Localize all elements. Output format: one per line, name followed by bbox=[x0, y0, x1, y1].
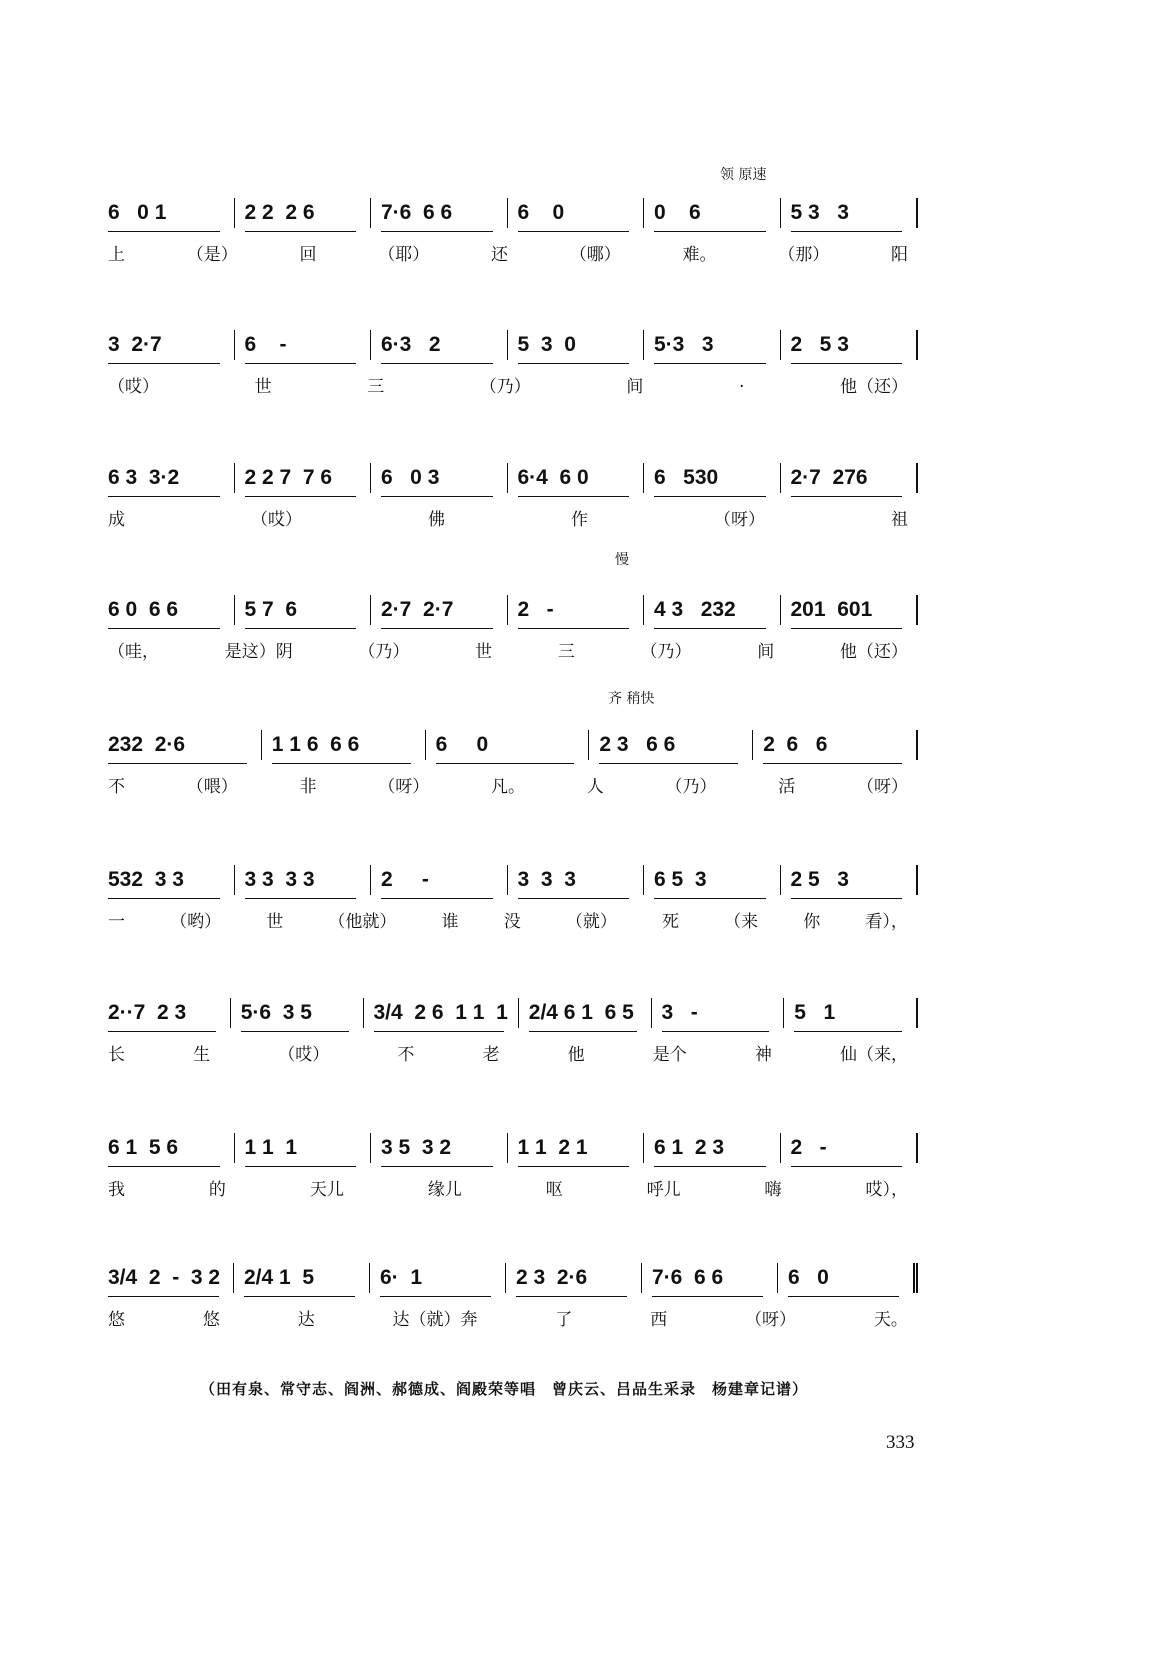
lyric-word: 达（就）奔 bbox=[392, 1310, 478, 1330]
measure-notes: 3/4 2 6 1 1 1 bbox=[373, 1001, 508, 1024]
measure bbox=[234, 1133, 371, 1163]
score-system bbox=[108, 463, 918, 530]
page-number: 333 bbox=[886, 1432, 915, 1453]
measure-notes: 3 5 3 2 bbox=[381, 1136, 452, 1159]
lyric-word: 上 bbox=[108, 245, 125, 265]
measure bbox=[233, 1263, 369, 1293]
measure-notes: 5 3 0 bbox=[517, 333, 576, 356]
measure bbox=[108, 1133, 234, 1163]
measure-notes: 201 601 bbox=[790, 598, 873, 621]
measure bbox=[588, 730, 752, 760]
measure bbox=[370, 330, 507, 360]
lyric-word: 呼儿 bbox=[646, 1180, 681, 1200]
measure bbox=[507, 330, 644, 360]
beam-underline bbox=[381, 1166, 493, 1167]
beam-underline bbox=[245, 898, 357, 899]
beam-underline bbox=[791, 496, 903, 497]
measure bbox=[425, 730, 589, 760]
measure bbox=[643, 198, 780, 228]
measure-notes: 2 5 3 bbox=[790, 868, 849, 891]
measure bbox=[370, 865, 507, 895]
measure-notes: 3 3 3 3 bbox=[244, 868, 315, 891]
beam-underline bbox=[241, 1031, 349, 1032]
measure bbox=[505, 1263, 641, 1293]
measure bbox=[369, 1263, 505, 1293]
tempo-marking: 领 原速 bbox=[720, 167, 767, 183]
score-system bbox=[108, 167, 918, 265]
lyrics-line bbox=[108, 637, 918, 662]
lyric-word: （哟） bbox=[170, 912, 222, 932]
measure bbox=[780, 595, 917, 625]
lyric-word: 天儿 bbox=[309, 1180, 344, 1200]
measure-notes: 6 530 bbox=[654, 466, 719, 489]
lyric-word: 世 bbox=[254, 377, 272, 397]
measure-notes: 6·4 6 0 bbox=[517, 466, 589, 489]
lyric-word: （乃） bbox=[479, 377, 531, 397]
lyric-word: 达 bbox=[297, 1310, 315, 1330]
measure bbox=[370, 595, 507, 625]
measure-notes: 6 0 6 6 bbox=[108, 598, 179, 621]
measure-notes: 3 - bbox=[661, 1001, 698, 1024]
lyric-word: 三 bbox=[557, 642, 575, 662]
notation-line bbox=[108, 198, 918, 228]
score-system bbox=[108, 552, 918, 662]
beam-underline bbox=[518, 898, 630, 899]
beam-underline bbox=[518, 496, 630, 497]
measure-notes: 1 1 2 1 bbox=[517, 1136, 588, 1159]
lyric-word: （就） bbox=[565, 912, 617, 932]
beam-underline bbox=[516, 1296, 627, 1297]
lyric-word: 是这）阴 bbox=[224, 642, 293, 662]
measure-notes: 2 5 3 bbox=[790, 333, 849, 356]
lyric-word: 老 bbox=[482, 1045, 500, 1065]
lyric-word: 缘儿 bbox=[427, 1180, 462, 1200]
measure-notes: 6·3 2 bbox=[381, 333, 441, 356]
measure bbox=[780, 330, 917, 360]
lyrics-line bbox=[108, 1305, 918, 1330]
lyric-word: 间 bbox=[626, 377, 644, 397]
lyric-word: 哎）， bbox=[865, 1180, 908, 1200]
measure bbox=[752, 730, 916, 760]
measure-notes: 6 1 5 6 bbox=[108, 1136, 179, 1159]
lyric-word: （呀） bbox=[745, 1310, 797, 1330]
lyric-word: （是） bbox=[186, 245, 238, 265]
measure bbox=[783, 998, 916, 1028]
beam-underline bbox=[654, 231, 766, 232]
measure bbox=[108, 730, 261, 760]
measure-notes: 6 5 3 bbox=[654, 868, 707, 891]
beam-underline bbox=[108, 496, 220, 497]
measure-notes: 6 1 2 3 bbox=[654, 1136, 725, 1159]
beam-underline bbox=[654, 1166, 766, 1167]
lyric-word: 非 bbox=[299, 777, 317, 797]
measure-notes: 7·6 6 6 bbox=[652, 1266, 724, 1289]
beam-underline bbox=[662, 1031, 770, 1032]
lyric-word: （哎） bbox=[108, 377, 159, 397]
measure-notes: 3 3 3 bbox=[517, 868, 576, 891]
measure-notes: 2 3 2·6 bbox=[516, 1266, 588, 1289]
measure-notes: 5·3 3 bbox=[654, 333, 714, 356]
measure bbox=[507, 865, 644, 895]
measure-notes: 2/4 6 1 6 5 bbox=[528, 1001, 634, 1024]
score-system bbox=[108, 1263, 918, 1330]
measure bbox=[780, 1133, 917, 1163]
beam-underline bbox=[272, 763, 411, 764]
measure-notes: 2 - bbox=[517, 598, 554, 621]
beam-underline bbox=[245, 231, 357, 232]
lyric-word: 一 bbox=[108, 912, 125, 932]
measure-notes: 6 0 bbox=[788, 1266, 829, 1289]
beam-underline bbox=[518, 363, 630, 364]
score-system bbox=[108, 865, 918, 932]
beam-underline bbox=[245, 1166, 357, 1167]
lyric-word: 你 bbox=[803, 912, 821, 932]
measure bbox=[643, 330, 780, 360]
beam-underline bbox=[108, 763, 247, 764]
notation-line bbox=[108, 730, 918, 760]
lyric-word: 难。 bbox=[682, 245, 717, 265]
measure-notes: 532 3 3 bbox=[108, 868, 184, 891]
lyric-word: （哪） bbox=[569, 245, 621, 265]
lyric-word: （那） bbox=[778, 245, 830, 265]
lyric-word: 长 bbox=[108, 1045, 125, 1065]
notation-line bbox=[108, 865, 918, 895]
beam-underline bbox=[244, 1296, 355, 1297]
lyrics-line bbox=[108, 1175, 918, 1200]
notation-line bbox=[108, 1133, 918, 1163]
score-system bbox=[108, 330, 918, 397]
lyric-word: 没 bbox=[503, 912, 521, 932]
lyric-word: 不 bbox=[397, 1045, 415, 1065]
notation-line bbox=[108, 463, 918, 493]
measure bbox=[108, 595, 234, 625]
lyric-word: 凡。 bbox=[491, 777, 525, 797]
lyric-word: 他 bbox=[567, 1045, 585, 1065]
measure bbox=[234, 865, 371, 895]
measure-notes: 5 3 3 bbox=[790, 201, 849, 224]
measure bbox=[370, 198, 507, 228]
measure bbox=[108, 1263, 233, 1293]
lyric-word: 仙（来， bbox=[840, 1045, 908, 1065]
measure-notes: 6 0 bbox=[517, 201, 565, 224]
tempo-marking: 齐 稍快 bbox=[608, 691, 655, 707]
measure-notes: 2/4 1 5 bbox=[244, 1266, 315, 1289]
lyric-word: （他就） bbox=[328, 912, 397, 932]
beam-underline bbox=[518, 628, 630, 629]
tempo-marking: 慢 bbox=[615, 552, 629, 568]
measure bbox=[370, 1133, 507, 1163]
beam-underline bbox=[791, 898, 903, 899]
notation-line bbox=[108, 998, 918, 1028]
measure-notes: 1 1 1 bbox=[244, 1136, 298, 1159]
beam-underline bbox=[518, 1166, 630, 1167]
measure bbox=[234, 330, 371, 360]
lyric-word: 我 bbox=[108, 1180, 125, 1200]
lyric-word: 佛 bbox=[428, 510, 445, 530]
lyric-word: （哇， bbox=[108, 642, 159, 662]
measure bbox=[643, 865, 780, 895]
lyric-word: 悠 bbox=[108, 1310, 125, 1330]
measure-notes: 6 0 3 bbox=[381, 466, 440, 489]
measure-notes: 2··7 2 3 bbox=[108, 1001, 187, 1024]
beam-underline bbox=[529, 1031, 637, 1032]
measure bbox=[643, 595, 780, 625]
beam-underline bbox=[381, 898, 493, 899]
beam-underline bbox=[108, 1296, 219, 1297]
lyric-word: （乃） bbox=[665, 777, 717, 797]
measure-notes: 6 0 1 bbox=[108, 201, 167, 224]
measure bbox=[507, 595, 644, 625]
measure-notes: 4 3 232 bbox=[654, 598, 736, 621]
lyric-word: 他（还） bbox=[839, 642, 908, 662]
beam-underline bbox=[381, 628, 493, 629]
lyric-word: 他（还） bbox=[839, 377, 908, 397]
measure bbox=[641, 1263, 777, 1293]
lyrics-line bbox=[108, 907, 918, 932]
measure-notes: 3 2·7 bbox=[108, 333, 162, 356]
lyric-word: 世 bbox=[266, 912, 284, 932]
score-system bbox=[108, 691, 918, 797]
measure-notes: 7·6 6 6 bbox=[381, 201, 453, 224]
lyrics-line bbox=[108, 372, 918, 397]
measure bbox=[507, 1133, 644, 1163]
beam-underline bbox=[654, 363, 766, 364]
beam-underline bbox=[108, 363, 220, 364]
measure bbox=[780, 865, 917, 895]
measure bbox=[230, 998, 363, 1028]
measure bbox=[234, 198, 371, 228]
lyric-word: 成 bbox=[108, 510, 125, 530]
measure-notes: 232 2·6 bbox=[108, 733, 186, 756]
lyric-word: 天。 bbox=[873, 1310, 908, 1330]
beam-underline bbox=[245, 363, 357, 364]
measure bbox=[507, 198, 644, 228]
lyric-word: 世 bbox=[475, 642, 493, 662]
lyric-word: （乃） bbox=[358, 642, 410, 662]
measure bbox=[108, 463, 234, 493]
measure-notes: 5 1 bbox=[794, 1001, 836, 1024]
measure-notes: 5 7 6 bbox=[244, 598, 298, 621]
beam-underline bbox=[518, 231, 630, 232]
measure bbox=[780, 463, 917, 493]
lyric-word: （耶） bbox=[378, 245, 430, 265]
lyric-word: 作 bbox=[571, 510, 588, 530]
beam-underline bbox=[791, 363, 903, 364]
beam-underline bbox=[652, 1296, 763, 1297]
lyric-word: 神 bbox=[754, 1045, 772, 1065]
measure-notes: 5·6 3 5 bbox=[240, 1001, 312, 1024]
notation-line bbox=[108, 330, 918, 360]
measure bbox=[518, 998, 651, 1028]
lyrics-line bbox=[108, 1040, 918, 1065]
lyric-word: （乃） bbox=[640, 642, 692, 662]
measure-notes: 2·7 276 bbox=[790, 466, 868, 489]
lyric-word: 死 bbox=[661, 912, 679, 932]
beam-underline bbox=[108, 231, 220, 232]
measure-notes: 1 1 6 6 6 bbox=[271, 733, 360, 756]
lyrics-line bbox=[108, 240, 918, 265]
beam-underline bbox=[381, 496, 493, 497]
measure-notes: 2 2 7 7 6 bbox=[244, 466, 333, 489]
beam-underline bbox=[791, 628, 903, 629]
lyric-word: 看）， bbox=[865, 912, 908, 932]
measure-notes: 6 0 bbox=[435, 733, 489, 756]
lyric-word: 人 bbox=[586, 777, 604, 797]
measure bbox=[363, 998, 518, 1028]
lyric-word: （呀） bbox=[714, 510, 765, 530]
beam-underline bbox=[245, 628, 357, 629]
beam-underline bbox=[436, 763, 575, 764]
beam-underline bbox=[108, 1031, 216, 1032]
lyric-word: 谁 bbox=[441, 912, 459, 932]
lyric-word: 悠 bbox=[202, 1310, 220, 1330]
measure bbox=[643, 1133, 780, 1163]
beam-underline bbox=[654, 628, 766, 629]
measure-notes: 2 6 6 bbox=[763, 733, 828, 756]
measure bbox=[777, 1263, 913, 1293]
measure bbox=[651, 998, 784, 1028]
beam-underline bbox=[794, 1031, 902, 1032]
beam-underline bbox=[788, 1296, 899, 1297]
beam-underline bbox=[791, 1166, 903, 1167]
beam-underline bbox=[654, 496, 766, 497]
score-system bbox=[108, 998, 918, 1065]
beam-underline bbox=[381, 363, 493, 364]
lyric-word: 祖 bbox=[891, 510, 908, 530]
lyric-word: 回 bbox=[299, 245, 317, 265]
beam-underline bbox=[374, 1031, 504, 1032]
lyric-word: . bbox=[738, 372, 745, 392]
lyric-word: 了 bbox=[555, 1310, 573, 1330]
measure-notes: 2 - bbox=[790, 1136, 827, 1159]
measure bbox=[108, 198, 234, 228]
lyric-word: （呀） bbox=[378, 777, 430, 797]
beam-underline bbox=[654, 898, 766, 899]
measure-notes: 2 3 6 6 bbox=[599, 733, 676, 756]
lyric-word: 阳 bbox=[891, 245, 908, 265]
measure-notes: 2 - bbox=[381, 868, 429, 891]
measure bbox=[108, 330, 234, 360]
measure bbox=[261, 730, 425, 760]
measure-notes: 6 - bbox=[244, 333, 287, 356]
beam-underline bbox=[599, 763, 738, 764]
measure bbox=[234, 595, 371, 625]
lyric-word: 西 bbox=[650, 1310, 668, 1330]
beam-underline bbox=[381, 231, 493, 232]
measure-notes: 3/4 2 - 3 2 bbox=[108, 1266, 221, 1289]
beam-underline bbox=[108, 898, 220, 899]
measure-notes: 6 3 3·2 bbox=[108, 466, 180, 489]
measure bbox=[234, 463, 371, 493]
beam-underline bbox=[108, 628, 220, 629]
lyric-word: 三 bbox=[367, 377, 385, 397]
measure bbox=[370, 463, 507, 493]
measure-notes: 0 6 bbox=[654, 201, 701, 224]
measure-notes: 2 2 2 6 bbox=[244, 201, 315, 224]
measure-notes: 6· 1 bbox=[380, 1266, 423, 1289]
lyrics-line bbox=[108, 505, 918, 530]
lyric-word: 呕 bbox=[545, 1180, 563, 1200]
measure bbox=[643, 463, 780, 493]
lyric-word: 生 bbox=[193, 1045, 211, 1065]
measure bbox=[780, 198, 917, 228]
lyric-word: （喂） bbox=[186, 777, 238, 797]
lyric-word: （哎） bbox=[251, 510, 302, 530]
beam-underline bbox=[108, 1166, 220, 1167]
credits-footer: （田有泉、常守志、阎洲、郝德成、阎殿荣等唱 曾庆云、吕品生采录 杨建章记谱） bbox=[200, 1380, 809, 1398]
lyric-word: 间 bbox=[757, 642, 775, 662]
measure bbox=[108, 998, 230, 1028]
lyric-word: （来 bbox=[724, 912, 759, 932]
lyric-word: 的 bbox=[208, 1180, 226, 1200]
score-system bbox=[108, 1133, 918, 1200]
beam-underline bbox=[763, 763, 902, 764]
notation-line bbox=[108, 595, 918, 625]
lyric-word: 还 bbox=[491, 245, 508, 265]
lyrics-line bbox=[108, 772, 918, 797]
beam-underline bbox=[791, 231, 903, 232]
lyric-word: 是个 bbox=[652, 1045, 687, 1065]
notation-line bbox=[108, 1263, 918, 1293]
lyric-word: 活 bbox=[778, 777, 796, 797]
lyric-word: （哎） bbox=[278, 1045, 330, 1065]
lyric-word: 不 bbox=[108, 777, 125, 797]
lyric-word: （呀） bbox=[857, 777, 908, 797]
measure-notes: 2·7 2·7 bbox=[381, 598, 454, 621]
beam-underline bbox=[245, 496, 357, 497]
measure bbox=[507, 463, 644, 493]
lyric-word: 嗨 bbox=[764, 1180, 782, 1200]
measure bbox=[108, 865, 234, 895]
beam-underline bbox=[380, 1296, 491, 1297]
